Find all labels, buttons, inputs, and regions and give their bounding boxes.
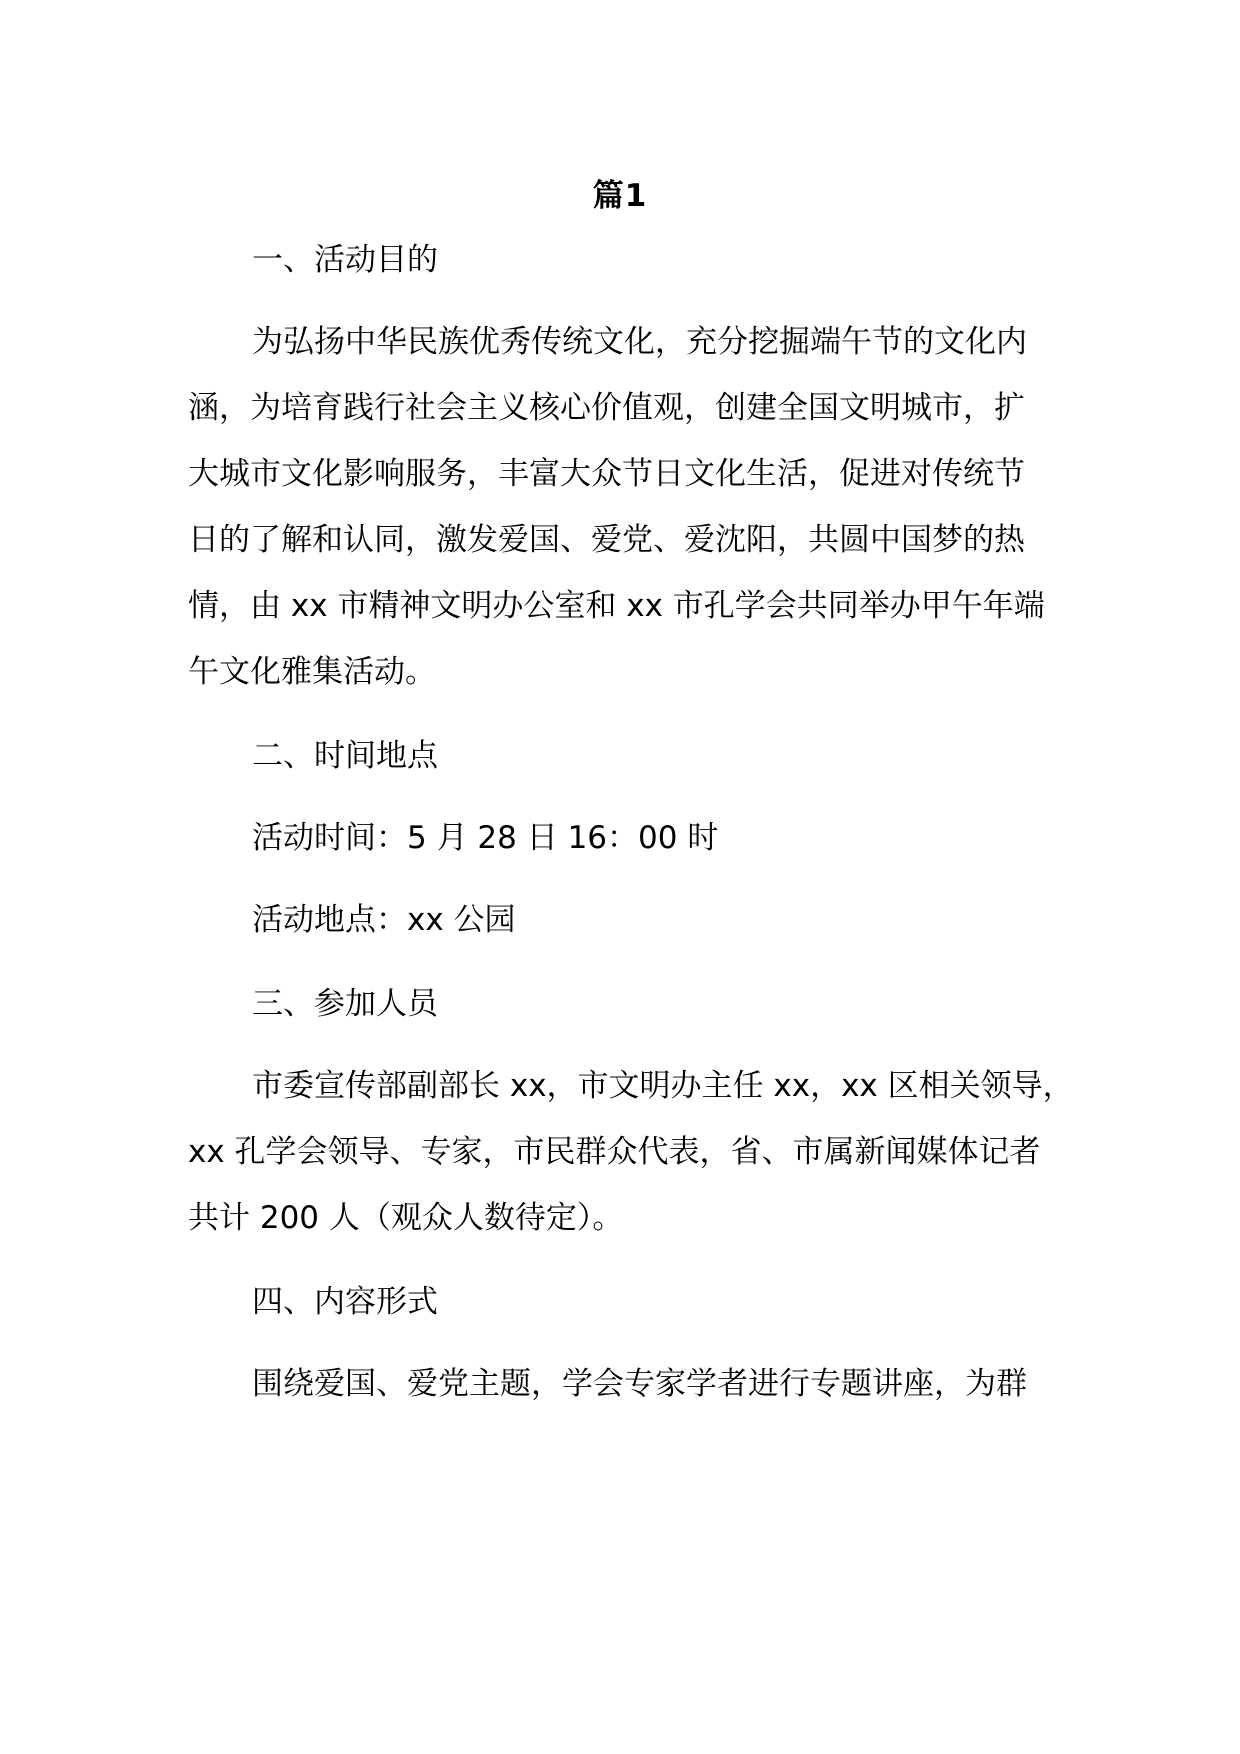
paragraph-purpose-line-6: 午文化雅集活动。 xyxy=(188,654,436,690)
paragraph-purpose-line-4: 日的了解和认同，激发爱国、爱党、爱沈阳，共圆中国梦的热 xyxy=(188,522,1025,558)
paragraph-purpose-line-3: 大城市文化影响服务，丰富大众节日文化生活，促进对传统节 xyxy=(188,456,1025,492)
activity-place-line: 活动地点：xx 公园 xyxy=(252,902,516,938)
paragraph-purpose-line-1: 为弘扬中华民族优秀传统文化，充分挖掘端午节的文化内 xyxy=(252,324,1027,360)
paragraph-participants-line-2: xx 孔学会领导、专家，市民群众代表，省、市属新闻媒体记者 xyxy=(188,1134,1041,1170)
section-heading-participants: 三、参加人员 xyxy=(252,986,438,1022)
page-title: 篇1 xyxy=(592,178,648,214)
activity-time-line: 活动时间：5 月 28 日 16：00 时 xyxy=(252,820,719,856)
section-heading-purpose: 一、活动目的 xyxy=(252,242,438,278)
paragraph-purpose-line-5: 情，由 xx 市精神文明办公室和 xx 市孔学会共同举办甲午年端 xyxy=(188,588,1045,624)
paragraph-participants-line-3: 共计 200 人（观众人数待定）。 xyxy=(188,1200,624,1236)
paragraph-purpose-line-2: 涵，为培育践行社会主义核心价值观，创建全国文明城市，扩 xyxy=(188,390,1025,426)
paragraph-content-line-1: 围绕爱国、爱党主题，学会专家学者进行专题讲座，为群 xyxy=(252,1366,1027,1402)
section-heading-time-place: 二、时间地点 xyxy=(252,738,438,774)
section-heading-content: 四、内容形式 xyxy=(252,1284,438,1320)
paragraph-participants-line-1: 市委宣传部副部长 xx，市文明办主任 xx，xx 区相关领导， xyxy=(252,1068,1074,1104)
